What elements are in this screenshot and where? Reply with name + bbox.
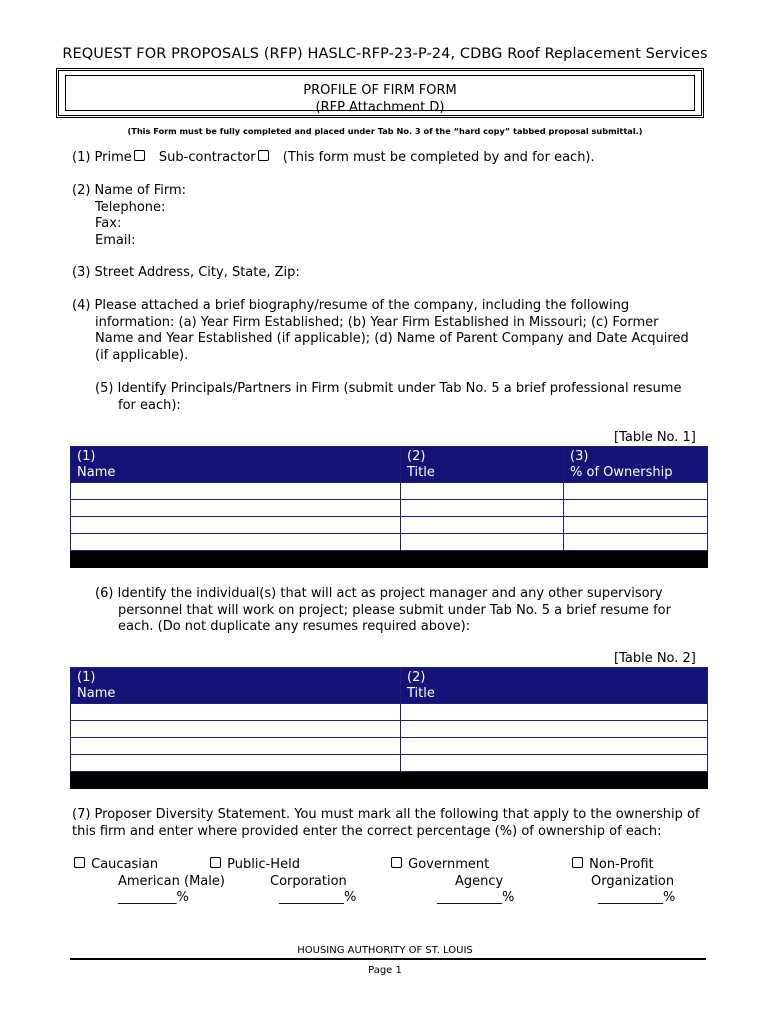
question-1-instruction: (This form must be completed by and for each).: [282, 150, 595, 165]
column-header-title: (2) Title: [401, 447, 564, 483]
public-held-percentage-field[interactable]: __________%: [279, 890, 357, 905]
question-1: [72, 150, 595, 167]
ownership-cell[interactable]: [564, 517, 708, 534]
title-cell[interactable]: [401, 738, 708, 755]
table-row: [71, 738, 708, 755]
question-6-line-2: personnel that will work on project; please submit under Tab No. 5 a brief resume for: [118, 602, 671, 618]
document-title: REQUEST FOR PROPOSALS (RFP) HASLC-RFP-23-P-24, CDBG Roof Replacement Services: [62, 46, 708, 62]
ownership-cell[interactable]: [564, 483, 708, 500]
non-profit-percentage-field[interactable]: __________%: [598, 890, 676, 905]
title-cell[interactable]: [401, 483, 564, 500]
question-4-line-3: Name and Year Established (if applicable); (d) Name of Parent Company and Date Acquired: [95, 331, 689, 346]
title-cell[interactable]: [401, 500, 564, 517]
government-checkbox[interactable]: [391, 857, 402, 868]
caucasian-checkbox[interactable]: [74, 857, 85, 868]
table-row: [71, 721, 708, 738]
name-cell[interactable]: [71, 517, 401, 534]
name-cell[interactable]: [71, 534, 401, 551]
option-label: Government: [408, 857, 490, 872]
title-cell[interactable]: [401, 534, 564, 551]
title-cell[interactable]: [401, 721, 708, 738]
ownership-cell[interactable]: [564, 500, 708, 517]
table-2-label: [Table No. 2]: [614, 651, 696, 666]
name-cell[interactable]: [71, 483, 401, 500]
table-header-row: [71, 668, 708, 704]
question-6-line-3: each. (Do not duplicate any resumes required above):: [118, 619, 471, 634]
column-header-title: (2) Title: [401, 668, 708, 704]
table-row: [71, 517, 708, 534]
name-cell[interactable]: [71, 500, 401, 517]
diversity-option-government: [389, 857, 489, 874]
question-4-line-1: (4) Please attached a brief biography/resume of the company, including the following: [72, 298, 630, 313]
option-label-line-2: Corporation: [270, 873, 347, 889]
principals-table: [70, 446, 708, 568]
table-footer-bar: [71, 772, 708, 789]
option-label: Non-Profit: [589, 857, 654, 872]
submission-note: (This Form must be fully completed and placed under Tab No. 3 of the “hard copy” tabbed proposal submittal.): [127, 126, 643, 136]
option-label: Caucasian: [91, 857, 159, 872]
profile-form-subtitle: (RFP Attachment D): [315, 100, 445, 115]
diversity-option-public-held: [208, 857, 300, 874]
title-cell[interactable]: [401, 517, 564, 534]
fax-label: Fax:: [95, 216, 122, 231]
caucasian-percentage-field[interactable]: _________%: [118, 890, 189, 905]
public-held-checkbox[interactable]: [210, 857, 221, 868]
column-header-ownership: (3) % of Ownership: [564, 447, 708, 483]
table-row: [71, 534, 708, 551]
subcontractor-label: Sub-contractor: [158, 150, 256, 165]
table-footer-bar: [71, 551, 708, 568]
question-7-line-2: this firm and enter where provided enter the correct percentage (%) of ownership of each:: [72, 823, 662, 839]
non-profit-checkbox[interactable]: [572, 857, 583, 868]
profile-form-title: PROFILE OF FIRM FORM: [303, 83, 457, 98]
ownership-cell[interactable]: [564, 534, 708, 551]
question-4-line-2: information: (a) Year Firm Established; (b) Year Firm Established in Missouri; (c) Former: [95, 314, 659, 330]
option-label: Public-Held: [227, 857, 300, 872]
profile-title-box: [56, 68, 704, 118]
diversity-option-caucasian: [72, 857, 158, 874]
option-label-line-2: Agency: [455, 873, 504, 889]
table-row: [71, 755, 708, 772]
table-row: [71, 500, 708, 517]
subcontractor-checkbox[interactable]: [258, 150, 269, 161]
prime-label: (1) Prime: [72, 150, 132, 165]
profile-title-inner-border: [65, 75, 695, 115]
name-cell[interactable]: [71, 704, 401, 721]
column-header-name: (1) Name: [71, 668, 401, 704]
government-percentage-field[interactable]: __________%: [437, 890, 515, 905]
footer-organization: HOUSING AUTHORITY OF ST. LOUIS: [297, 945, 473, 956]
question-4-line-4: (if applicable).: [95, 347, 189, 363]
page-number: Page 1: [368, 965, 402, 976]
question-5-line-2: for each):: [118, 397, 181, 413]
prime-checkbox[interactable]: [134, 150, 145, 161]
name-cell[interactable]: [71, 755, 401, 772]
diversity-option-non-profit: [570, 857, 654, 874]
title-cell[interactable]: [401, 755, 708, 772]
footer-divider: [70, 958, 706, 960]
street-address-label: (3) Street Address, City, State, Zip:: [72, 265, 300, 280]
email-label: Email:: [95, 232, 136, 248]
project-personnel-table: [70, 667, 708, 789]
firm-name-label: (2) Name of Firm:: [72, 183, 186, 198]
name-cell[interactable]: [71, 721, 401, 738]
question-5-line-1: (5) Identify Principals/Partners in Firm (submit under Tab No. 5 a brief professional resume: [95, 381, 682, 396]
question-7-line-1: (7) Proposer Diversity Statement. You must mark all the following that apply to the ownership of: [72, 807, 700, 822]
name-cell[interactable]: [71, 738, 401, 755]
option-label-line-2: Organization: [591, 873, 675, 889]
table-1-label: [Table No. 1]: [614, 430, 696, 445]
telephone-label: Telephone:: [95, 199, 166, 215]
table-header-row: [71, 447, 708, 483]
title-cell[interactable]: [401, 704, 708, 721]
question-6-line-1: (6) Identify the individual(s) that will act as project manager and any other supervisory: [95, 586, 663, 601]
option-label-line-2: American (Male): [118, 873, 225, 889]
table-row: [71, 704, 708, 721]
table-row: [71, 483, 708, 500]
column-header-name: (1) Name: [71, 447, 401, 483]
